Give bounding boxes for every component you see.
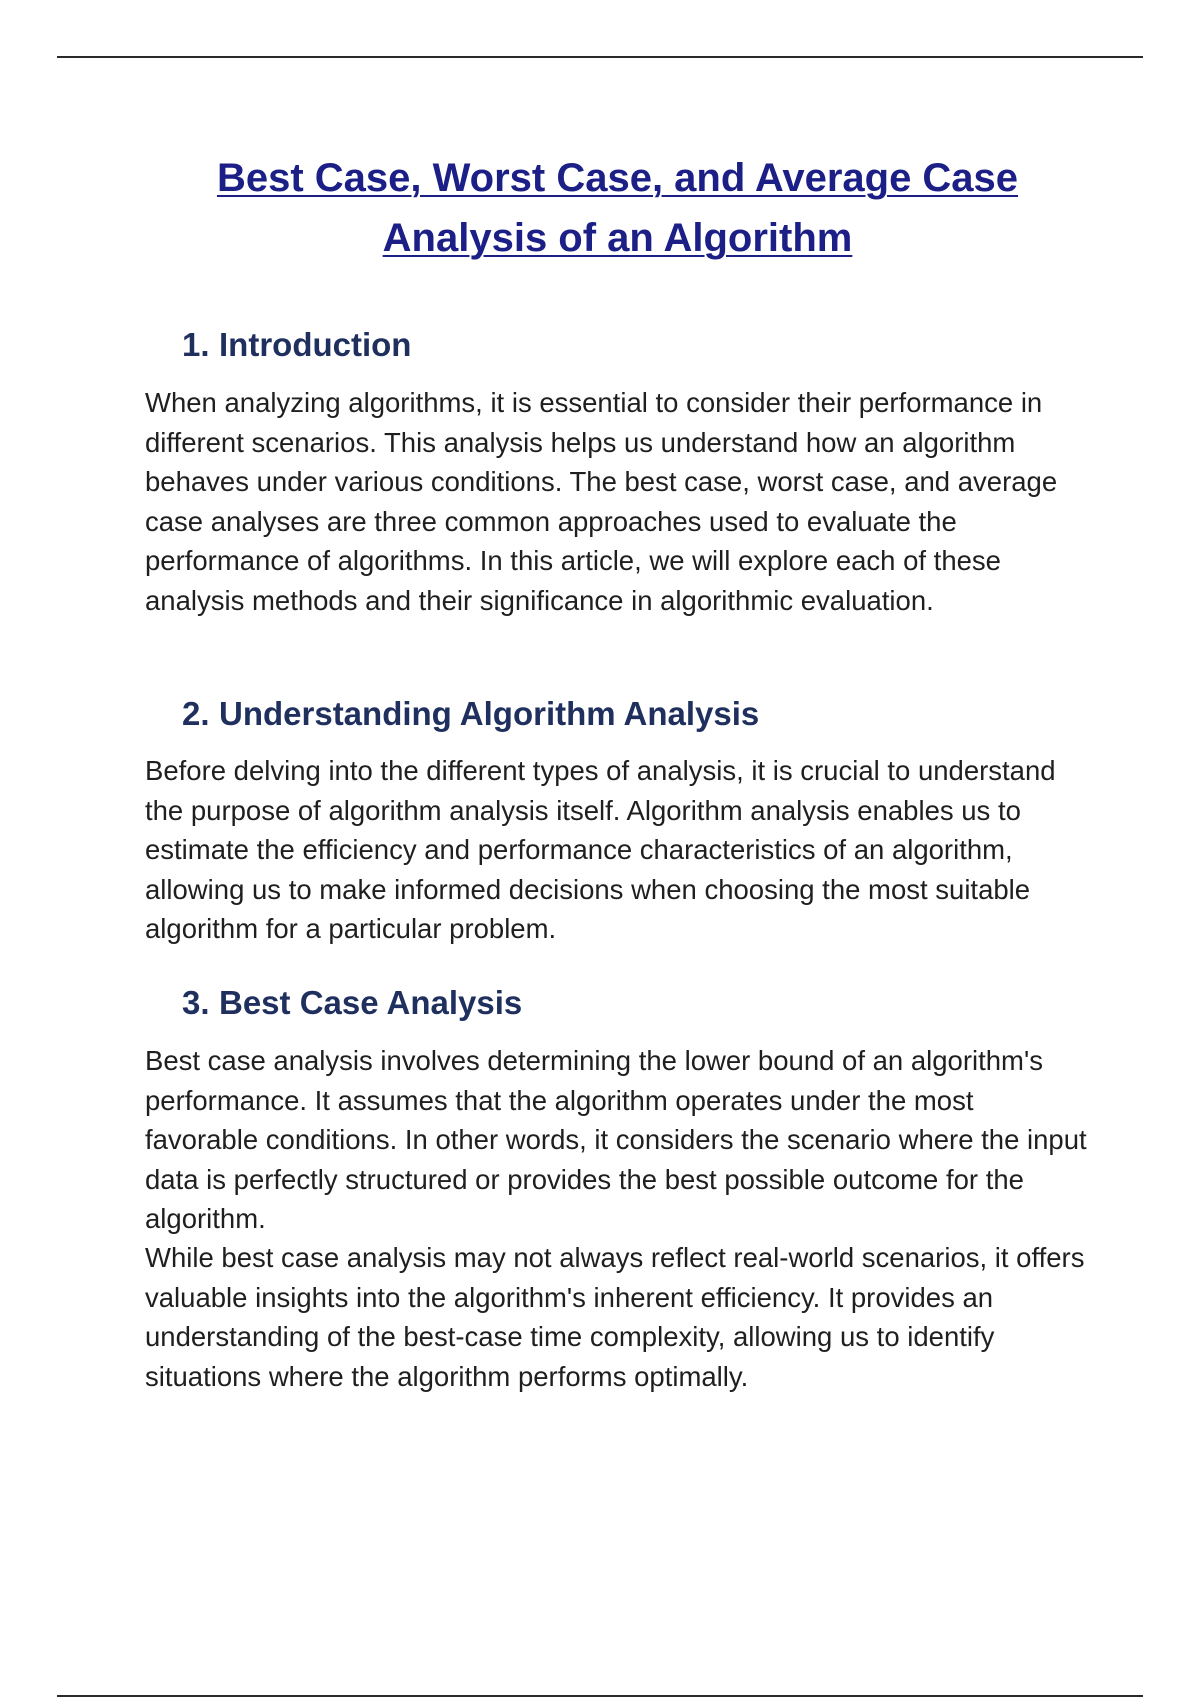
paragraph-introduction: When analyzing algorithms, it is essential to consider their performance in different scenarios. This analysis helps us understand how an algorithm behaves under various conditions. The best case, worst case, and average case analyses are three common approaches used to evaluate the performance of algorithms. In this article, we will explore each of these analysis methods and their significance in algorithmic evaluation. <box>145 387 1058 616</box>
section-heading-text: Best Case Analysis <box>219 984 523 1021</box>
section-heading-best-case-analysis <box>182 983 522 1023</box>
section-number: 2. <box>182 695 210 732</box>
section-heading-text: Introduction <box>219 326 412 363</box>
section-heading-understanding-algorithm-analysis <box>182 694 759 734</box>
bottom-rule <box>57 1695 1143 1697</box>
paragraph-best-case-definition: Best case analysis involves determining the lower bound of an algorithm's performance. It assumes that the algorithm operates under the most favorable conditions. In other words, it considers the scenario where the input data is perfectly structured or provides the best possible outcome for the algorithm. <box>145 1045 1087 1234</box>
top-rule <box>57 56 1143 58</box>
paragraph-best-case-insights: While best case analysis may not always reflect real-world scenarios, it offers valuable insights into the algorithm's inherent efficiency. It provides an understanding of the best-case time complexity, allowing us to identify situations where the algorithm performs optimally. <box>145 1242 1085 1392</box>
section-heading-introduction <box>182 325 411 365</box>
section-number: 1. <box>182 326 210 363</box>
document-title: Best Case, Worst Case, and Average Case Analysis of an Algorithm <box>216 156 1019 260</box>
section-heading-text: Understanding Algorithm Analysis <box>219 695 760 732</box>
section-number: 3. <box>182 984 210 1021</box>
paragraph-understanding-algorithm-analysis: Before delving into the different types of analysis, it is crucial to understand the purpose of algorithm analysis itself. Algorithm analysis enables us to estimate the efficiency and performance characteristics of an algorithm, allowing us to make informed decisions when choosing the most suitable algorithm for a particular problem. <box>145 755 1056 944</box>
